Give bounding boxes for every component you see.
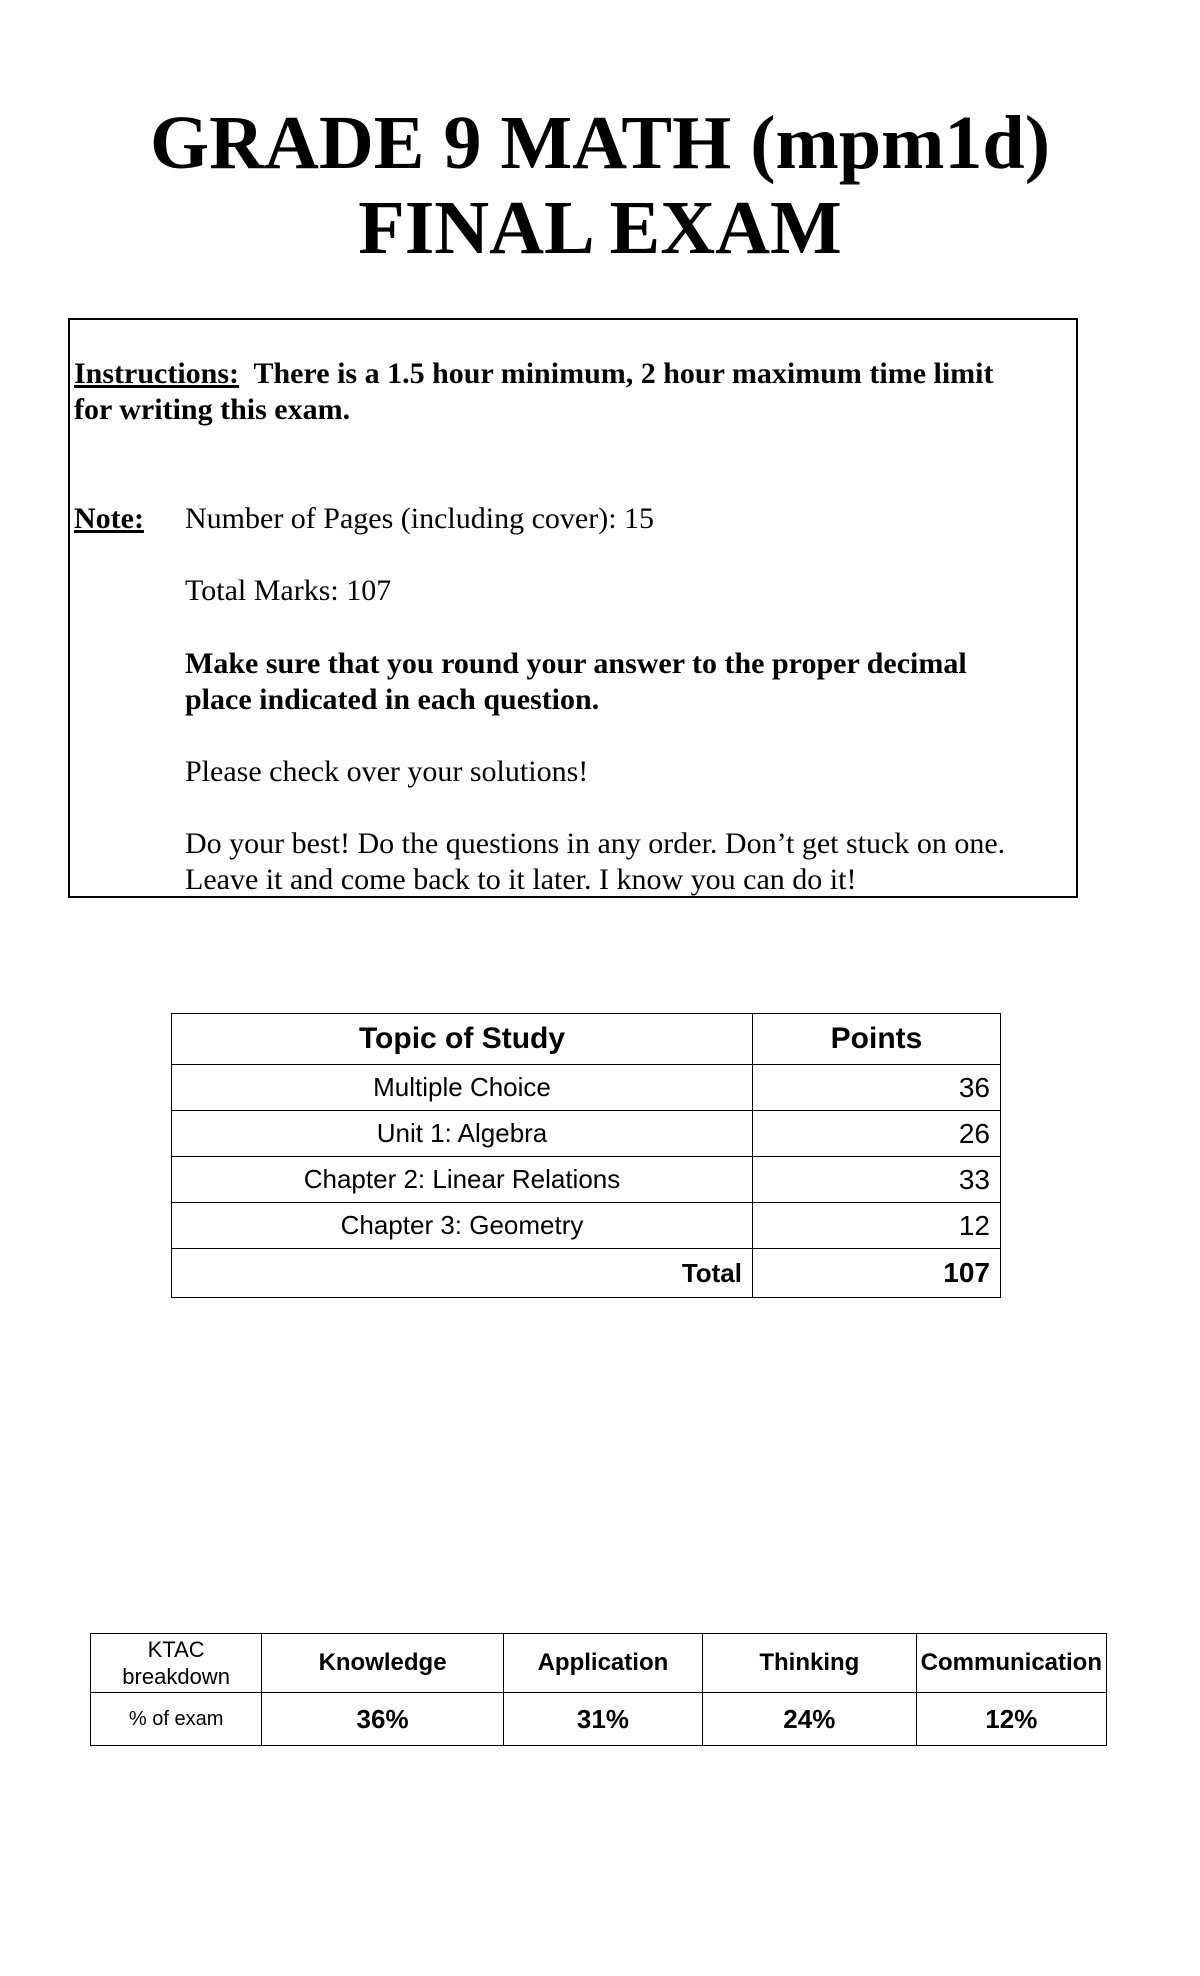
ktac-label-line-2: breakdown bbox=[122, 1664, 230, 1689]
table-row bbox=[172, 1203, 1001, 1249]
page-title-line-2: FINAL EXAM bbox=[358, 186, 842, 270]
table-row bbox=[172, 1065, 1001, 1111]
instructions-line-1 bbox=[74, 356, 994, 392]
ktac-value-application: 31% bbox=[503, 1693, 702, 1746]
points-cell: 36 bbox=[753, 1065, 1001, 1111]
ktac-value-thinking: 24% bbox=[702, 1693, 916, 1746]
ktac-header-row bbox=[91, 1634, 1107, 1693]
ktac-value-communication: 12% bbox=[916, 1693, 1106, 1746]
topics-table bbox=[171, 1013, 1001, 1298]
ktac-header-thinking: Thinking bbox=[702, 1634, 916, 1693]
points-cell: 33 bbox=[753, 1157, 1001, 1203]
ktac-label-cell bbox=[91, 1634, 262, 1693]
topic-cell: Unit 1: Algebra bbox=[172, 1111, 753, 1157]
total-label: Total bbox=[172, 1249, 753, 1298]
topic-cell: Multiple Choice bbox=[172, 1065, 753, 1111]
note-check: Please check over your solutions! bbox=[185, 755, 589, 788]
note-label: Note: bbox=[74, 502, 144, 535]
points-cell: 26 bbox=[753, 1111, 1001, 1157]
table-row bbox=[172, 1111, 1001, 1157]
topics-header-row bbox=[172, 1014, 1001, 1065]
instructions-box bbox=[68, 318, 1078, 898]
instructions-text-2: for writing this exam. bbox=[74, 393, 351, 426]
note-round-line-2: place indicated in each question. bbox=[185, 683, 600, 716]
note-best-line-2: Leave it and come back to it later. I know you can do it! bbox=[185, 863, 857, 896]
total-row bbox=[172, 1249, 1001, 1298]
ktac-header-application: Application bbox=[503, 1634, 702, 1693]
ktac-label-line-1: KTAC bbox=[147, 1637, 205, 1662]
ktac-row-label: % of exam bbox=[91, 1693, 262, 1746]
ktac-header-communication: Communication bbox=[916, 1634, 1106, 1693]
points-cell: 12 bbox=[753, 1203, 1001, 1249]
topics-header-topic: Topic of Study bbox=[172, 1014, 753, 1065]
table-row bbox=[172, 1157, 1001, 1203]
note-pages: Number of Pages (including cover): 15 bbox=[185, 502, 655, 535]
topics-header-points: Points bbox=[753, 1014, 1001, 1065]
ktac-header-knowledge: Knowledge bbox=[262, 1634, 504, 1693]
note-best-line-1: Do your best! Do the questions in any order. Don’t get stuck on one. bbox=[185, 827, 1006, 860]
note-total-marks: Total Marks: 107 bbox=[185, 574, 392, 607]
page-title-line-1: GRADE 9 MATH (mpm1d) bbox=[149, 101, 1050, 185]
ktac-value-knowledge: 36% bbox=[262, 1693, 504, 1746]
topic-cell: Chapter 2: Linear Relations bbox=[172, 1157, 753, 1203]
instructions-text-1: There is a 1.5 hour minimum, 2 hour maximum time limit bbox=[253, 357, 994, 390]
note-round-line-1: Make sure that you round your answer to the proper decimal bbox=[185, 647, 967, 680]
ktac-table bbox=[90, 1633, 1107, 1746]
total-value: 107 bbox=[753, 1249, 1001, 1298]
instructions-label: Instructions: bbox=[74, 357, 240, 390]
ktac-values-row bbox=[91, 1693, 1107, 1746]
topic-cell: Chapter 3: Geometry bbox=[172, 1203, 753, 1249]
